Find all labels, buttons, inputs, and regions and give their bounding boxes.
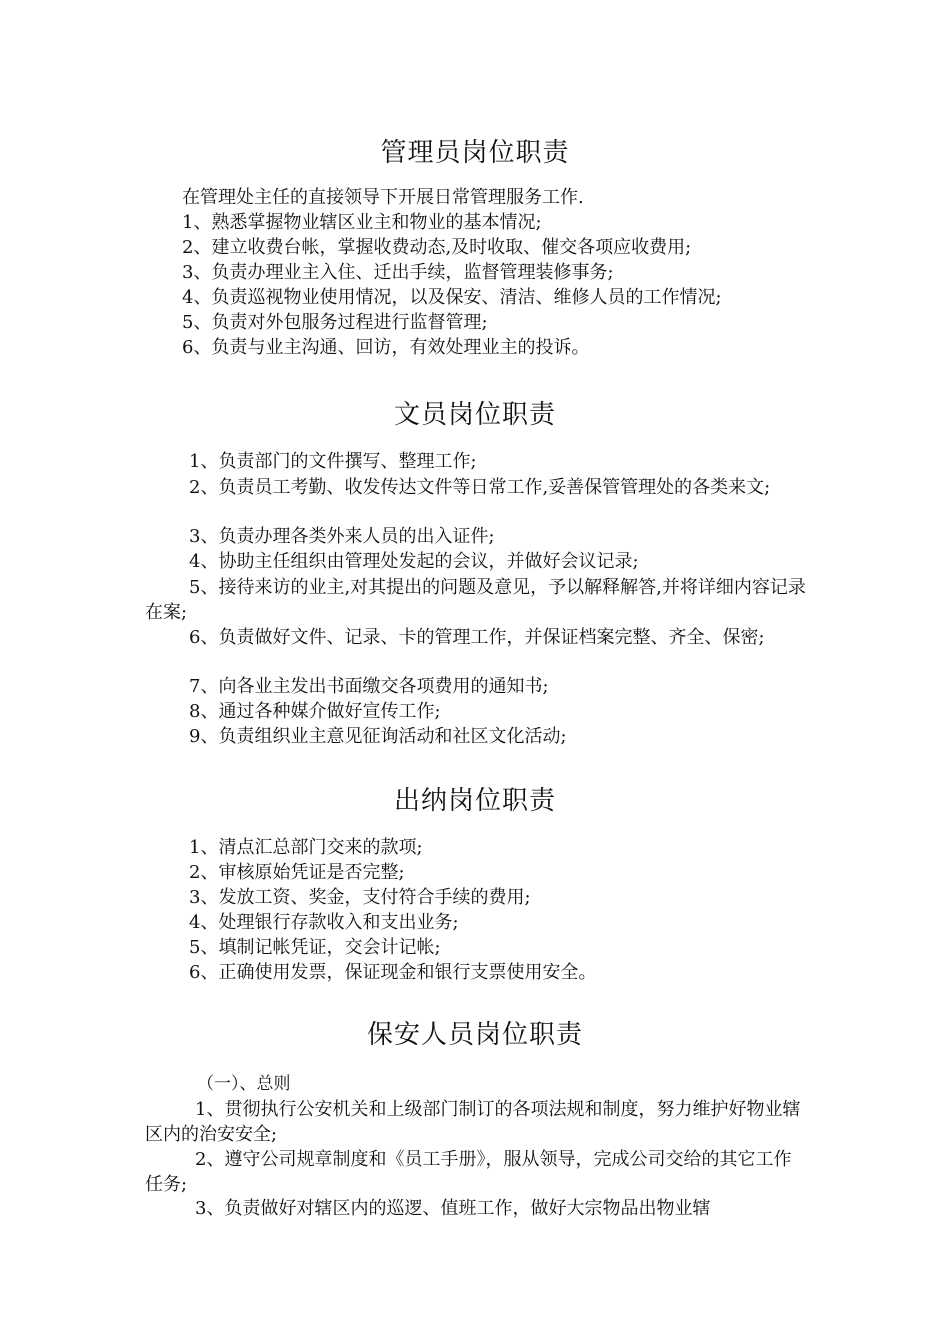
security-item: 2、遵守公司规章制度和《员工手册》，服从领导，完成公司交给的其它工作任务; — [145, 1149, 792, 1195]
clerk-item: 3、负责办理各类外来人员的出入证件; — [189, 526, 495, 547]
cashier-item: 2、审核原始凭证是否完整; — [189, 862, 405, 883]
clerk-item: 7、向各业主发出书面缴交各项费用的通知书; — [189, 676, 549, 697]
cashier-item: 4、处理银行存款收入和支出业务; — [189, 912, 459, 933]
manager-item: 6、负责与业主沟通、回访，有效处理业主的投诉。 — [182, 337, 590, 358]
section-title-clerk: 文员岗位职责 — [393, 400, 556, 430]
clerk-item: 6、负责做好文件、记录、卡的管理工作，并保证档案完整、齐全、保密; — [189, 627, 765, 648]
security-item: 3、负责做好对辖区内的巡逻、值班工作，做好大宗物品出物业辖 — [195, 1198, 711, 1219]
section-title-cashier: 出纳岗位职责 — [393, 786, 556, 816]
clerk-item: 1、负责部门的文件撰写、整理工作; — [189, 451, 477, 472]
manager-item: 1、熟悉掌握物业辖区业主和物业的基本情况; — [182, 212, 542, 233]
clerk-item: 5、接待来访的业主,对其提出的问题及意见，予以解释解答,并将详细内容记录在案; — [145, 577, 806, 623]
section-title-manager: 管理员岗位职责 — [380, 138, 570, 168]
manager-item: 5、负责对外包服务过程进行监督管理; — [182, 312, 488, 333]
manager-item: 3、负责办理业主入住、迁出手续，监督管理装修事务; — [182, 262, 614, 283]
clerk-item: 4、协助主任组织由管理处发起的会议，并做好会议记录; — [189, 551, 639, 572]
cashier-item: 5、填制记帐凭证，交会计记帐; — [189, 937, 441, 958]
clerk-item: 9、负责组织业主意见征询活动和社区文化活动; — [189, 726, 567, 747]
manager-item: 4、负责巡视物业使用情况，以及保安、清洁、维修人员的工作情况; — [182, 287, 722, 308]
cashier-item: 6、正确使用发票，保证现金和银行支票使用安全。 — [189, 962, 597, 983]
clerk-item: 8、通过各种媒介做好宣传工作; — [189, 701, 441, 722]
clerk-item: 2、负责员工考勤、收发传达文件等日常工作,妥善保管管理处的各类来文; — [189, 477, 771, 498]
manager-item: 2、建立收费台帐，掌握收费动态,及时收取、催交各项应收费用; — [182, 237, 692, 258]
cashier-item: 3、发放工资、奖金，支付符合手续的费用; — [189, 887, 531, 908]
security-item: 1、贯彻执行公安机关和上级部门制订的各项法规和制度，努力维护好物业辖区内的治安安全; — [145, 1099, 801, 1145]
section-title-security: 保安人员岗位职责 — [366, 1020, 583, 1050]
security-subheading: （一）、总则 — [197, 1074, 291, 1094]
cashier-item: 1、清点汇总部门交来的款项; — [189, 837, 423, 858]
manager-intro: 在管理处主任的直接领导下开展日常管理服务工作. — [182, 187, 584, 208]
